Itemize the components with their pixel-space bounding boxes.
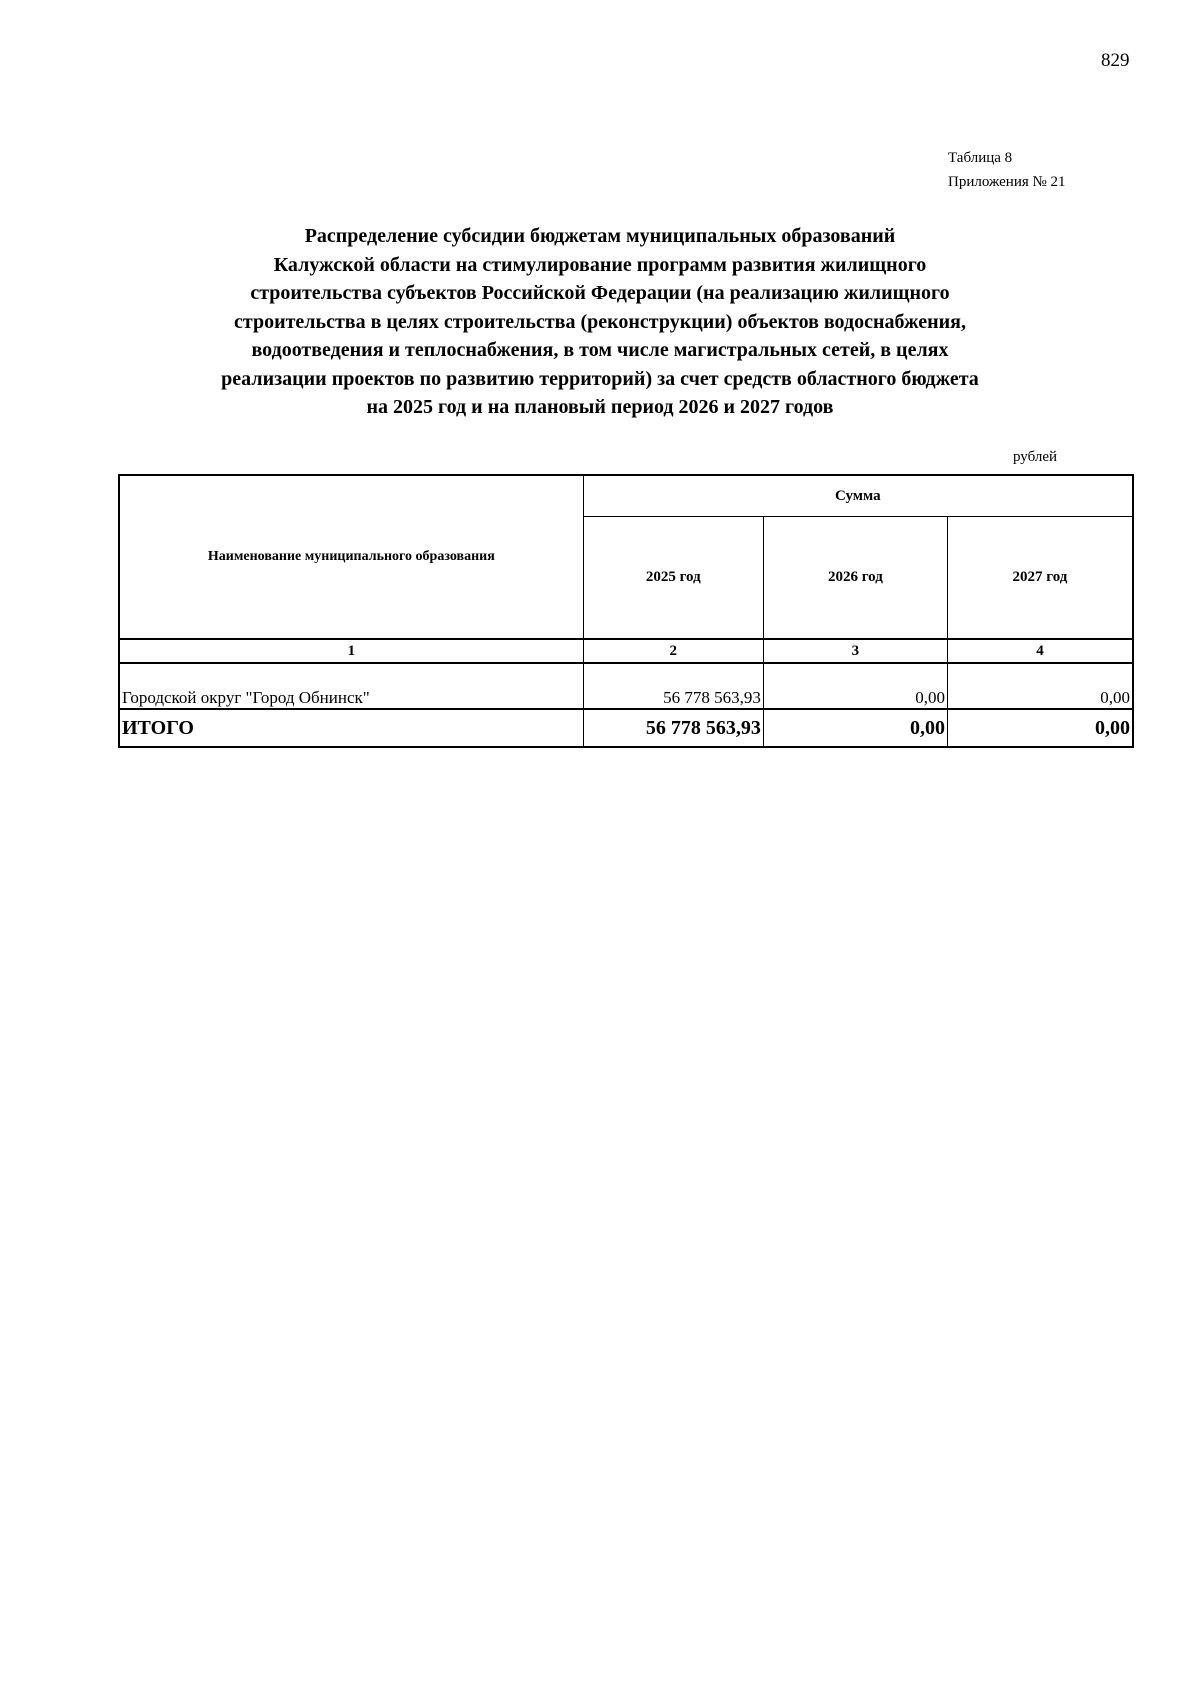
subsidy-table [118, 474, 1134, 748]
value-2025: 56 778 563,93 [583, 663, 763, 709]
appendix-number: Приложения № 21 [948, 174, 1066, 190]
title-line: на 2025 год и на плановый период 2026 и 2027 годов [366, 396, 834, 418]
value-2026: 0,00 [763, 663, 947, 709]
column-number: 4 [947, 639, 1133, 663]
total-label: ИТОГО [119, 709, 583, 747]
document-title [0, 222, 1200, 422]
table-reference [948, 146, 1066, 194]
municipality-name: Городской округ "Город Обнинск" [119, 663, 583, 709]
column-number: 3 [763, 639, 947, 663]
title-line: Калужской области на стимулирование программ развития жилищного [273, 253, 927, 276]
title-line: водоотведения и теплоснабжения, в том числе магистральных сетей, в целях [251, 339, 949, 361]
column-number: 2 [583, 639, 763, 663]
title-line: строительства субъектов Российской Федерации (на реализацию жилищного [250, 282, 950, 304]
total-2026: 0,00 [763, 709, 947, 747]
header-sum: Сумма [583, 475, 1133, 517]
column-number: 1 [119, 639, 583, 663]
title-line: Распределение субсидии бюджетам муниципальных образований [304, 225, 896, 247]
header-year-2027: 2027 год [947, 517, 1133, 640]
title-line: строительства в целях строительства (реконструкции) объектов водоснабжения, [234, 310, 966, 333]
header-row [119, 475, 1133, 517]
header-year-2025: 2025 год [583, 517, 763, 640]
table-row [119, 663, 1133, 709]
table-number: Таблица 8 [948, 150, 1013, 166]
column-numbers-row [119, 639, 1133, 663]
header-name: Наименование муниципального образования [119, 475, 583, 639]
total-row [119, 709, 1133, 747]
total-2027: 0,00 [947, 709, 1133, 747]
total-2025: 56 778 563,93 [583, 709, 763, 747]
header-year-2026: 2026 год [763, 517, 947, 640]
page-number: 829 [1101, 50, 1130, 71]
value-2027: 0,00 [947, 663, 1133, 709]
title-line: реализации проектов по развитию территорий) за счет средств областного бюджета [221, 367, 979, 390]
units-label: рублей [1013, 449, 1058, 465]
